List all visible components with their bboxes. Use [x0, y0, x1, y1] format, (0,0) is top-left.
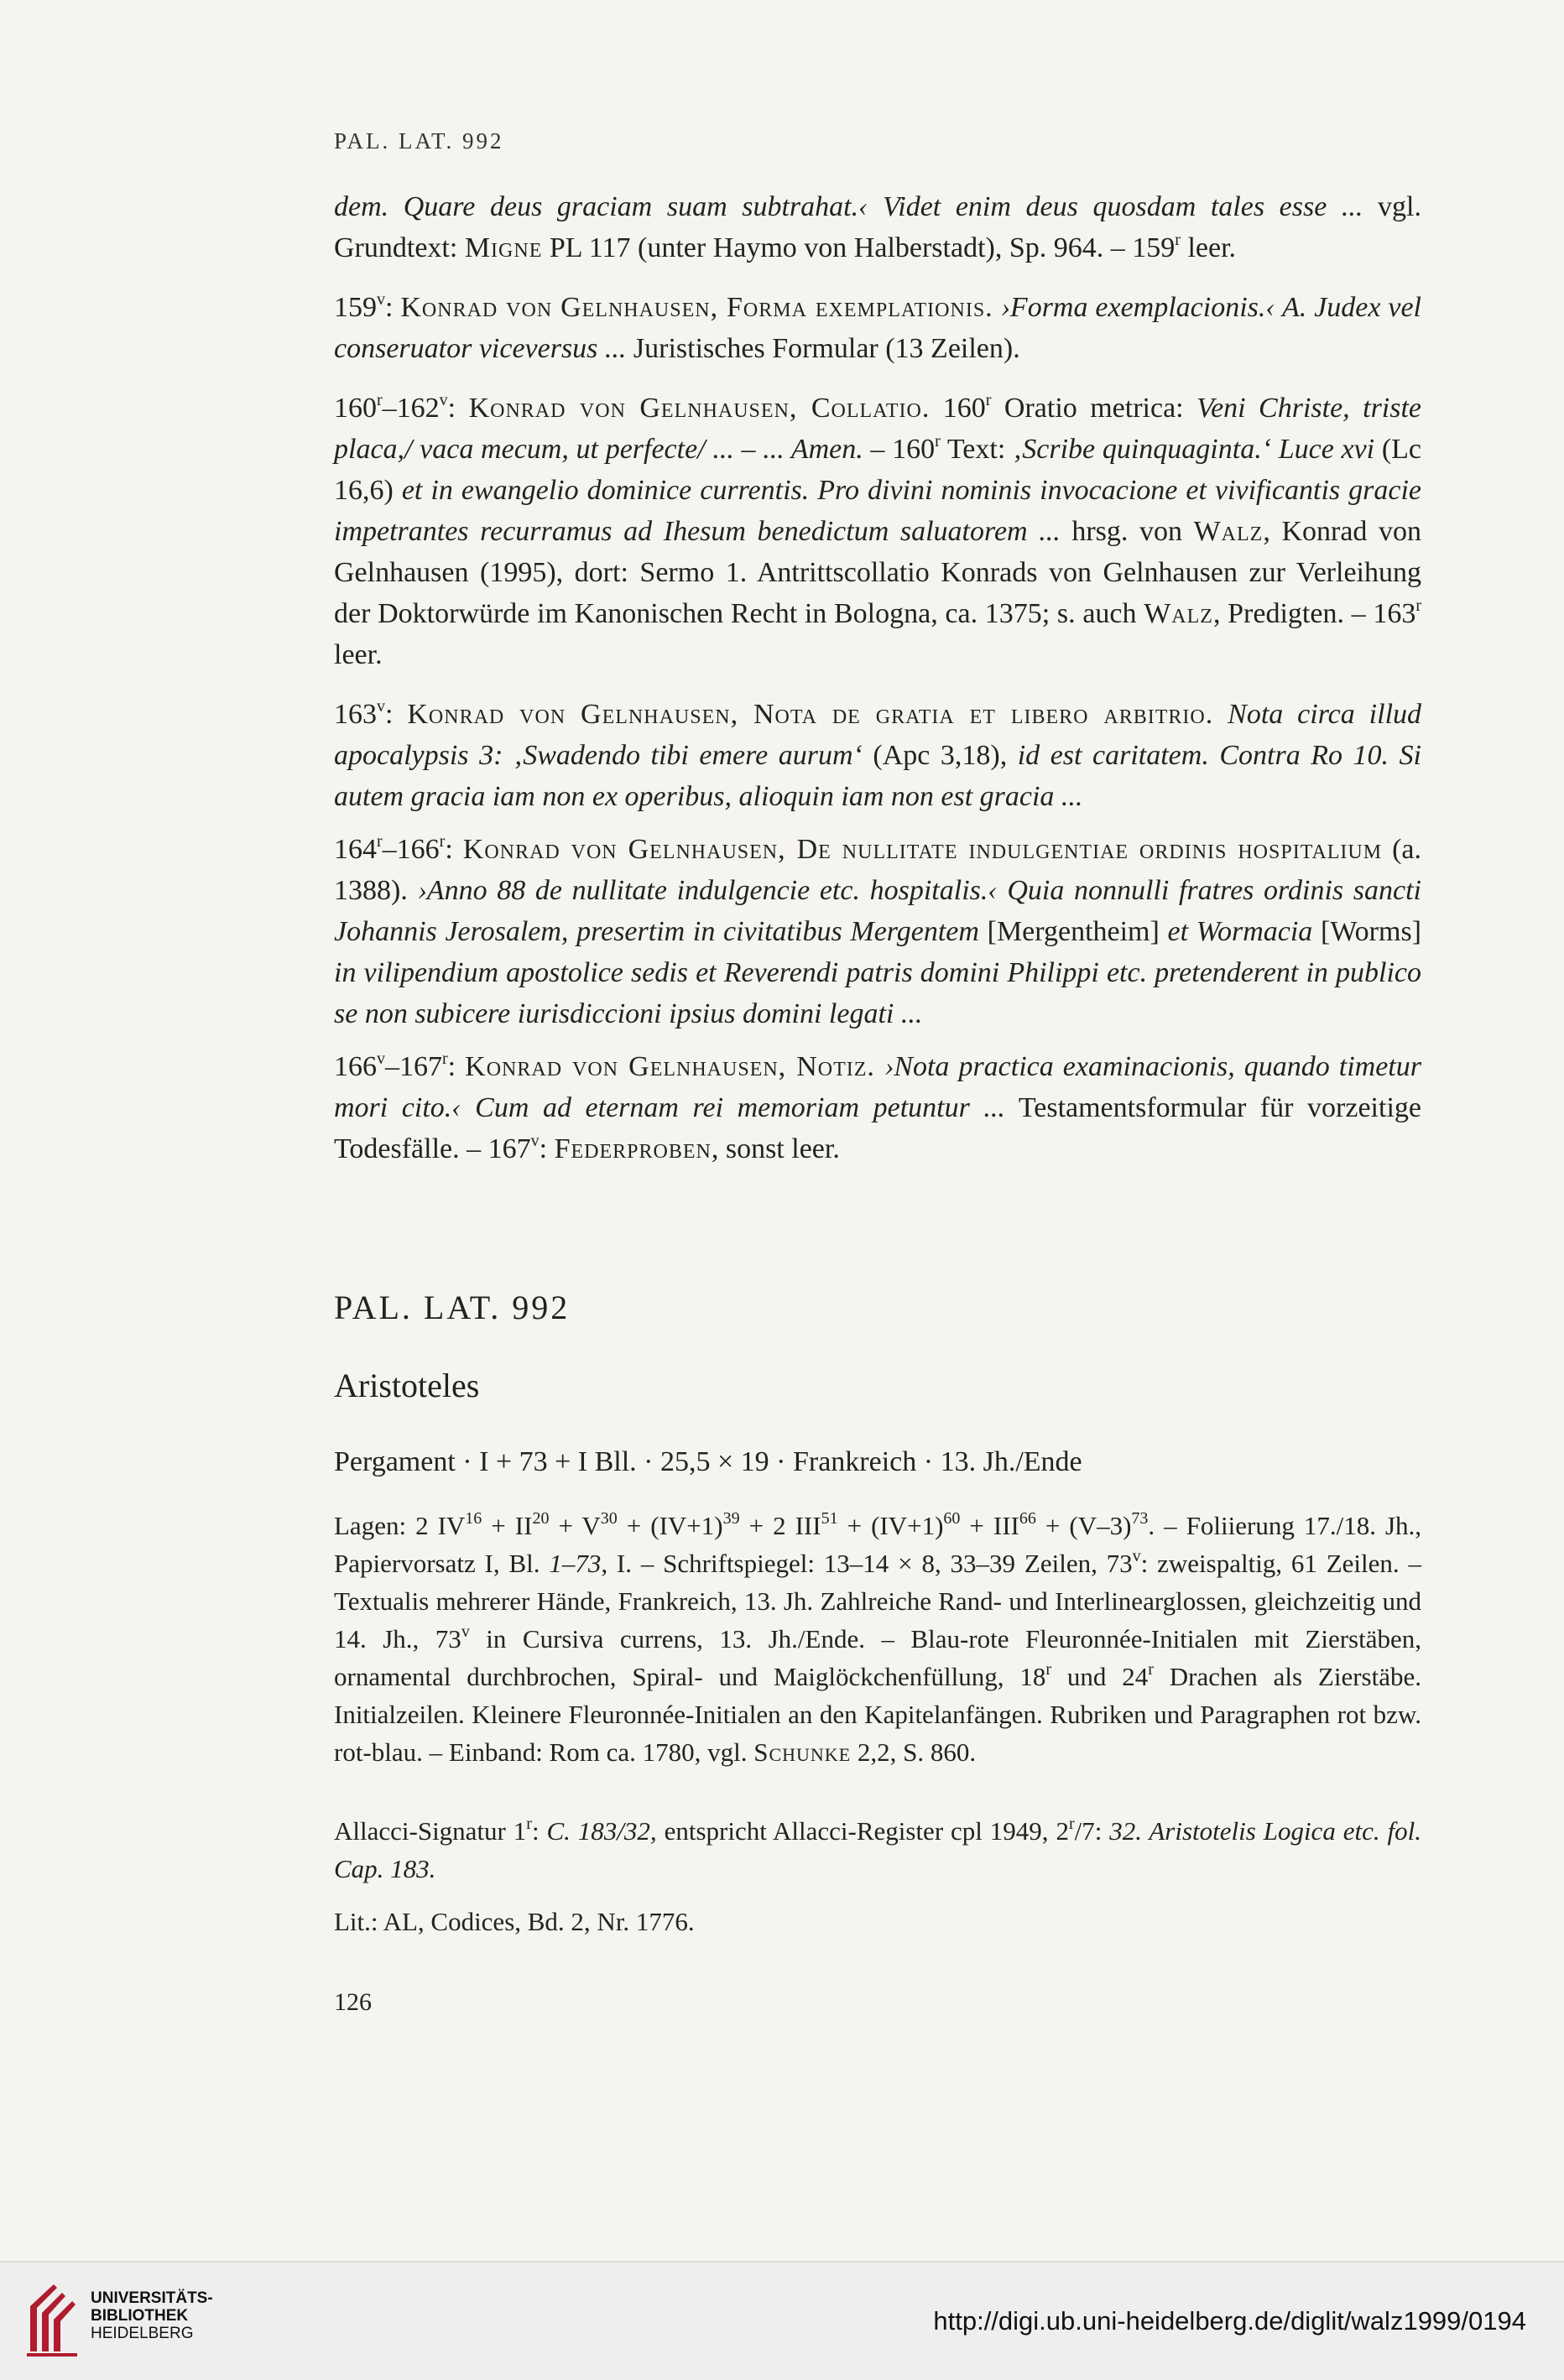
text: 1–73, [549, 1549, 608, 1578]
text: Oratio metrica: [991, 393, 1197, 424]
folio: –162 [382, 393, 440, 424]
text: : [531, 1816, 547, 1846]
text: – 160 [863, 434, 936, 465]
entry-166v-167r: 166$^v$–167$^r$: Konrad von Gelnhausen, Notiz. ›Nota practica examinacionis, quando timetur mori cito.‹ Cum ad eternam rei memoriam petuntur ... Testamentsformular für vorzeitige Todesfälle. – 167$^v$: Federproben, sonst leer. [334, 1049, 1421, 1164]
folio-sup: v [377, 1049, 385, 1068]
author-ref: Migne [464, 232, 543, 263]
text: entspricht Allacci-Register cpl 1949, 2 [656, 1816, 1069, 1846]
text: hrsg. von [1060, 516, 1194, 547]
author-ref: Schunke [753, 1737, 852, 1767]
text: Lagen: 2 IV [334, 1511, 466, 1540]
text: Text: [940, 434, 1013, 465]
folio-sup: r [1175, 230, 1181, 249]
permalink-url[interactable]: http://digi.ub.uni-heidelberg.de/diglit/walz1999/0194 [933, 2306, 1526, 2336]
entry-title: Konrad von Gelnhausen, Collatio. [468, 393, 931, 424]
text: + (IV+1) [837, 1511, 944, 1540]
folio-sup: r [377, 390, 383, 409]
quire-sup: 60 [943, 1508, 961, 1528]
folio: 166 [334, 1051, 377, 1082]
library-logo-icon [23, 2281, 84, 2358]
folio: –167 [385, 1051, 442, 1082]
folio: 164 [334, 834, 377, 865]
folio-sup: v [439, 390, 448, 409]
entry-title: Konrad von Gelnhausen, De nullitate indulgentiae ordinis hospitalium [462, 834, 1383, 865]
entry-grundtext [334, 186, 1421, 268]
text: leer. [1180, 232, 1237, 263]
manuscript-author: Aristoteles [334, 1367, 480, 1404]
text: leer. [334, 639, 383, 670]
manuscript-signature: PAL. LAT. 992 [334, 1289, 571, 1326]
text: /7: [1074, 1816, 1110, 1846]
allacci-signature [334, 1812, 1421, 1888]
quire-sup: 66 [1019, 1508, 1036, 1528]
author-ref: Walz [1193, 516, 1264, 547]
folio-sup: v [461, 1622, 470, 1641]
incipit-text: et Wormacia [1167, 916, 1313, 947]
folio-sup: r [1415, 596, 1421, 615]
folio-sup: r [1148, 1659, 1154, 1679]
incipit-text: ›Nota practica examinacionis, quando timetur mori cito.‹ Cum ad eternam rei memoriam petuntur ... [334, 1051, 1421, 1123]
incipit-text: id est caritatem. Contra Ro 10. Si autem gracia iam non ex operibus, alioquin iam non est gracia ... [334, 740, 1421, 812]
folio-sup: r [1068, 1814, 1075, 1833]
quire-sup: 73 [1131, 1508, 1149, 1528]
text: + (V–3) [1035, 1511, 1132, 1540]
codex-overview: Pergament · I + 73 + I Bll. · 25,5 × 19 · Frankreich · 13. Jh./Ende [334, 1446, 1082, 1477]
folio-sup: v [1132, 1546, 1141, 1565]
quire-sup: 30 [600, 1508, 618, 1528]
text: + III [960, 1511, 1019, 1540]
author-ref: Walz [1144, 598, 1213, 629]
text: Drachen als Zierstäbe. Initialzeilen. Kleinere Fleuronnée-Initialen an den Kapitelanfängen. Rubriken und Paragraphen rot bzw. rot-blau. – Einband: Rom ca. 1780, vgl. [334, 1662, 1421, 1767]
text: , Predigten. – 163 [1212, 598, 1416, 629]
entry-160r-162v: 160$^r$–162$^v$: Konrad von Gelnhausen, Collatio. 160$^r$ Oratio metrica: Veni Christe, triste placa,/ vaca mecum, ut perfecte/ ... – ... Amen. – 160$^r$ Text: ‚Scribe quinquaginta.‘ Luce xvi (Lc 16,6) et in ewangelio dominice currentis. Pro divini nominis invocacione et vivificantis gracie impetrantes recurramus ad Ihesum benedictum saluatorem ... hrsg. von Walz, Konrad von Gelnhausen (1995), dort: Sermo 1. Antrittscollatio Konrads von Gelnhausen zur Verleihung der Doktorwürde im Kanonischen Recht in Bologna, ca. 1375; s. auch Walz, Predigten. – 163$^r$ leer. [334, 390, 1422, 670]
literature-reference: Lit.: AL, Codices, Bd. 2, Nr. 1776. [334, 1907, 695, 1936]
library-name-line: BIBLIOTHEK [91, 2307, 189, 2325]
text: [Worms] [1312, 916, 1422, 947]
text: I. – Schriftspiegel: 13–14 × 8, 33–39 Zeilen, 73 [607, 1549, 1133, 1578]
text: C. 183/32, [546, 1816, 657, 1846]
entry-title: Federproben [554, 1133, 712, 1164]
folio-sup: r [985, 390, 992, 409]
quire-sup: 51 [821, 1508, 838, 1528]
digitization-footer [0, 2261, 1564, 2380]
folio-sup: r [935, 431, 941, 450]
folio-sup: r [377, 831, 383, 851]
entry-title: Konrad von Gelnhausen, Nota de gratia et libero arbitrio. [407, 699, 1214, 730]
text: . – Foliierung 17./18. Jh., Papiervorsatz I, Bl. [334, 1511, 1422, 1578]
entry-159v: 159$^v$: Konrad von Gelnhausen, Forma exemplationis. ›Forma exemplacionis.‹ A. Judex vel conseruator viceversus ... Juristisches Formular (13 Zeilen). [334, 289, 1421, 364]
folio: 159 [334, 292, 377, 323]
incipit-text: ›Forma exemplacionis.‹ A. Judex vel conseruator viceversus ... [334, 292, 1421, 364]
folio-sup: v [377, 696, 385, 716]
text: in Cursiva currens, 13. Jh./Ende. – Blau-rote Fleuronnée-Initialen mit Zierstäben, ornamental durchbrochen, Spiral- und Maiglöckchenfüllung, 18 [334, 1624, 1421, 1691]
library-name-line: UNIVERSITÄTS- [91, 2289, 213, 2307]
text: (a. 1388). [334, 834, 1421, 906]
text: [Mergentheim] [978, 916, 1168, 947]
folio-sup: r [439, 831, 446, 851]
folio-sup: r [1045, 1659, 1052, 1679]
text: Juristisches Formular (13 Zeilen). [626, 333, 1020, 364]
running-head: PAL. LAT. 992 [334, 128, 504, 154]
incipit-text: ‚Scribe quinquaginta.‘ Luce xvi [1012, 434, 1375, 465]
entry-164r-166r: 164$^r$–166$^r$: Konrad von Gelnhausen, De nullitate indulgentiae ordinis hospitalium (a. 1388). ›Anno 88 de nullitate indulgencie etc. hospitalis.‹ Quia nonnulli fratres ordinis sancti Johannis Jerosalem, presertim in civitatibus Mergentem [Mergentheim] et Wormacia [Worms] in vilipendium apostolice sedis et Reverendi patris domini Philippi etc. pretenderent in publico se non subicere iurisdiccioni ipsius domini legati ... [334, 831, 1422, 1029]
page-number: 126 [334, 1988, 372, 2016]
text: PL 117 (unter Haymo von Halberstadt), Sp. 964. – 159 [542, 232, 1176, 263]
library-name [91, 2289, 213, 2342]
text: : zweispaltig, 61 Zeilen. – Textualis mehrerer Hände, Frankreich, 13. Jh. Zahlreiche Rand- und Interlinearglossen, gleichzeitig und 14. Jh., 73 [334, 1549, 1421, 1654]
incipit-text: et in ewangelio dominice currentis. Pro divini nominis invocacione et vivificantis gracie impetrantes recurramus ad Ihesum benedictum saluatorem ... [334, 475, 1421, 547]
folio-sup: r [526, 1814, 532, 1833]
text: 160 [930, 393, 986, 424]
incipit-text: ›Anno 88 de nullitate indulgencie etc. hospitalis.‹ Quia nonnulli fratres ordinis sancti Johannis Jerosalem, presertim in civitatibus Mergentem [334, 875, 1421, 947]
incipit-text: Veni Christe, triste placa,/ vaca mecum, ut perfecte/ ... – ... Amen. [334, 393, 1422, 465]
text: + V [549, 1511, 601, 1540]
text: + (IV+1) [617, 1511, 723, 1540]
text: (Lc 16,6) [334, 434, 1422, 506]
text: (Apc 3,18), [862, 740, 1018, 771]
incipit-text: in vilipendium apostolice sedis et Reverendi patris domini Philippi etc. pretenderent in publico se non subicere iurisdiccioni ipsius domini legati ... [334, 957, 1421, 1029]
folio-sup: v [530, 1131, 540, 1150]
incipit-text: dem. Quare deus graciam suam subtrahat.‹ Videt enim deus quosdam tales esse ... [334, 191, 1363, 222]
folio: –166 [382, 834, 440, 865]
text: vgl. Grundtext: [334, 191, 1421, 263]
text: Testamentsformular für vorzeitige Todesfälle. – 167 [334, 1092, 1421, 1164]
quire-sup: 20 [532, 1508, 550, 1528]
text: , Konrad von Gelnhausen (1995), dort: Sermo 1. Antrittscollatio Konrads von Gelnhausen zur Verleihung der Doktorwürde im Kanonischen Recht in Bologna, ca. 1375; s. auch [334, 516, 1422, 629]
library-name-line: HEIDELBERG [91, 2325, 194, 2342]
text: Allacci-Signatur 1 [334, 1816, 527, 1846]
text: und 24 [1051, 1662, 1149, 1691]
folio: 160 [334, 393, 377, 424]
quire-sup: 39 [722, 1508, 740, 1528]
text: : [539, 1133, 555, 1164]
entry-title: Konrad von Gelnhausen, Forma exemplationis. [400, 292, 993, 323]
incipit-text: Nota circa illud apocalypsis 3: ‚Swadendo tibi emere aurum‘ [334, 699, 1422, 771]
entry-title: Konrad von Gelnhausen, Notiz. [465, 1051, 875, 1082]
codex-description [334, 1507, 1421, 1771]
text: 32. Aristotelis Logica etc. fol. Cap. 183. [334, 1816, 1421, 1883]
folio-sup: v [377, 289, 385, 309]
text: + II [482, 1511, 533, 1540]
quire-sup: 16 [465, 1508, 482, 1528]
entry-163v: 163$^v$: Konrad von Gelnhausen, Nota de gratia et libero arbitrio. Nota circa illud apocalypsis 3: ‚Swadendo tibi emere aurum‘ (Apc 3,18), id est caritatem. Contra Ro 10. Si autem gracia iam non ex operibus, alioquin iam non est gracia ... [334, 696, 1422, 812]
text: 2,2, S. 860. [851, 1737, 977, 1767]
folio: 163 [334, 699, 377, 730]
folio-sup: r [442, 1049, 448, 1068]
text: + 2 III [739, 1511, 821, 1540]
text: , sonst leer. [711, 1133, 840, 1164]
